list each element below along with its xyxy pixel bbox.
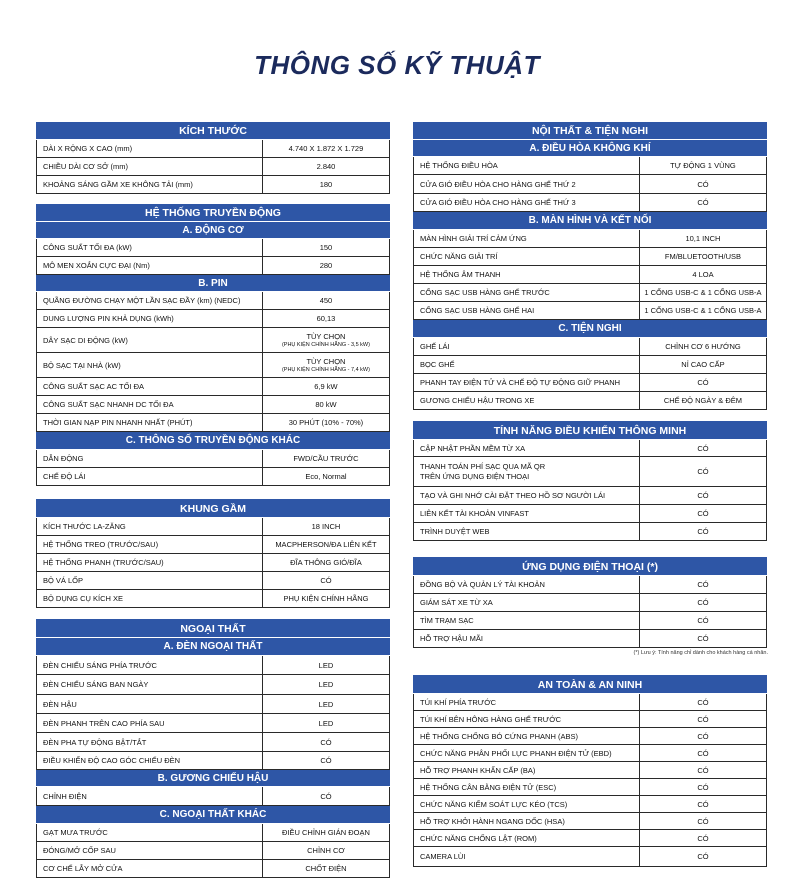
spec-label: DÀI X RỘNG X CAO (mm) bbox=[37, 140, 263, 158]
spec-label: GIÁM SÁT XE TỪ XA bbox=[414, 594, 640, 612]
spec-value: 1 CỔNG USB-C & 1 CỔNG USB-A bbox=[639, 302, 766, 320]
spec-label: CỬA GIÓ ĐIỀU HÒA CHO HÀNG GHẾ THỨ 3 bbox=[414, 194, 640, 212]
spec-row bbox=[37, 714, 390, 733]
spec-row bbox=[37, 824, 390, 842]
spec-label: CÔNG SUẤT SẠC AC TỐI ĐA bbox=[37, 378, 263, 396]
spec-value: PHỤ KIỆN CHÍNH HÃNG bbox=[262, 590, 389, 608]
spec-value: LED bbox=[262, 656, 389, 675]
spec-value: CÓ bbox=[262, 733, 389, 752]
section-title: HỆ THỐNG TRUYỀN ĐỘNG bbox=[37, 205, 390, 222]
spec-label: BỘ DỤNG CỤ KÍCH XE bbox=[37, 590, 263, 608]
spec-value: 18 INCH bbox=[262, 518, 389, 536]
spec-row bbox=[414, 847, 767, 867]
spec-value: CÓ bbox=[639, 830, 766, 847]
spec-label: THỜI GIAN NẠP PIN NHANH NHẤT (PHÚT) bbox=[37, 414, 263, 432]
spec-label: GẠT MƯA TRƯỚC bbox=[37, 824, 263, 842]
spec-value: Eco, Normal bbox=[262, 468, 389, 486]
spec-label-line: TRÊN ỨNG DỤNG ĐIỆN THOẠI bbox=[420, 471, 530, 481]
spec-table-ngoai-that bbox=[36, 619, 390, 878]
spec-row bbox=[414, 745, 767, 762]
page-title: THÔNG SỐ KỸ THUẬT bbox=[254, 50, 540, 80]
spec-label: CHẾ ĐỘ LÁI bbox=[37, 468, 263, 486]
spec-label: GƯƠNG CHIẾU HẬU TRONG XE bbox=[414, 392, 640, 410]
spec-value bbox=[262, 353, 389, 378]
section-title: AN TOÀN & AN NINH bbox=[414, 676, 767, 694]
section-header bbox=[414, 558, 767, 576]
subsection-title: C. THÔNG SỐ TRUYỀN ĐỘNG KHÁC bbox=[37, 432, 390, 450]
spec-row bbox=[414, 594, 767, 612]
spec-row bbox=[37, 695, 390, 714]
spec-label: QUÃNG ĐƯỜNG CHẠY MỘT LẦN SẠC ĐẦY (km) (NEDC) bbox=[37, 292, 263, 310]
spec-value: 1 CỔNG USB-C & 1 CỔNG USB-A bbox=[639, 284, 766, 302]
section-title: KHUNG GẦM bbox=[37, 500, 390, 518]
subsection-title: A. ĐÈN NGOẠI THẤT bbox=[37, 638, 390, 656]
section-header bbox=[37, 123, 390, 140]
subsection-header bbox=[37, 275, 390, 292]
spec-row bbox=[37, 257, 390, 275]
spec-label: CHỨC NĂNG KIỂM SOÁT LỰC KÉO (TCS) bbox=[414, 796, 640, 813]
spec-value: CÓ bbox=[639, 194, 766, 212]
spec-row bbox=[414, 266, 767, 284]
spec-row bbox=[37, 140, 390, 158]
spec-value-note: (PHỤ KIỆN CHÍNH HÃNG - 7,4 kW) bbox=[281, 366, 370, 373]
spec-label: ĐÈN PHANH TRÊN CAO PHÍA SAU bbox=[37, 714, 263, 733]
spec-row bbox=[37, 536, 390, 554]
spec-label: BỘ VÁ LỐP bbox=[37, 572, 263, 590]
spec-row bbox=[37, 239, 390, 257]
spec-value: CÓ bbox=[639, 762, 766, 779]
spec-value: 6,9 kW bbox=[262, 378, 389, 396]
spec-value: CÓ bbox=[262, 787, 389, 806]
subsection-header bbox=[37, 770, 390, 787]
spec-label: BỘ SẠC TẠI NHÀ (kW) bbox=[37, 353, 263, 378]
spec-label: ĐỒNG BỘ VÀ QUẢN LÝ TÀI KHOẢN bbox=[414, 576, 640, 594]
spec-row bbox=[37, 733, 390, 752]
spec-row bbox=[37, 787, 390, 806]
subsection-header bbox=[37, 222, 390, 239]
spec-value: LED bbox=[262, 695, 389, 714]
spec-value: MACPHERSON/ĐA LIÊN KẾT bbox=[262, 536, 389, 554]
spec-value: CÓ bbox=[639, 728, 766, 745]
spec-label: TÚI KHÍ PHÍA TRƯỚC bbox=[414, 694, 640, 711]
spec-label: KÍCH THƯỚC LA-ZĂNG bbox=[37, 518, 263, 536]
section-title: TÍNH NĂNG ĐIỀU KHIỂN THÔNG MINH bbox=[414, 422, 767, 440]
spec-label: HỖ TRỢ KHỞI HÀNH NGANG DỐC (HSA) bbox=[414, 813, 640, 830]
spec-row bbox=[414, 440, 767, 457]
spec-row bbox=[37, 675, 390, 695]
spec-row bbox=[37, 656, 390, 675]
spec-row bbox=[37, 572, 390, 590]
spec-table-ung-dung bbox=[413, 557, 767, 648]
spec-value: CÓ bbox=[639, 711, 766, 728]
spec-label-line: THANH TOÁN PHÍ SẠC QUA MÃ QR bbox=[420, 461, 546, 471]
footnote: (*) Lưu ý: Tính năng chỉ dành cho khách hàng cá nhân. bbox=[633, 650, 768, 656]
section-title: KÍCH THƯỚC bbox=[37, 123, 390, 140]
spec-table-noi-that bbox=[413, 122, 767, 410]
spec-row bbox=[414, 523, 767, 541]
spec-label: HỆ THỐNG TREO (TRƯỚC/SAU) bbox=[37, 536, 263, 554]
spec-value: 450 bbox=[262, 292, 389, 310]
spec-row bbox=[37, 752, 390, 770]
spec-row bbox=[37, 396, 390, 414]
spec-row bbox=[414, 194, 767, 212]
subsection-header bbox=[37, 638, 390, 656]
spec-label: PHANH TAY ĐIỆN TỬ VÀ CHẾ ĐỘ TỰ ĐỘNG GIỮ PHANH bbox=[414, 374, 640, 392]
spec-row bbox=[37, 378, 390, 396]
spec-row bbox=[414, 728, 767, 745]
spec-value: 10,1 INCH bbox=[639, 230, 766, 248]
spec-row bbox=[414, 230, 767, 248]
spec-row bbox=[414, 487, 767, 505]
section-header bbox=[37, 500, 390, 518]
spec-label: CHỨC NĂNG GIẢI TRÍ bbox=[414, 248, 640, 266]
spec-label: GHẾ LÁI bbox=[414, 338, 640, 356]
spec-value: CÓ bbox=[639, 594, 766, 612]
spec-label: ĐÓNG/MỞ CỐP SAU bbox=[37, 842, 263, 860]
spec-value: 2.840 bbox=[262, 158, 389, 176]
spec-row bbox=[414, 374, 767, 392]
spec-row bbox=[37, 353, 390, 378]
spec-row bbox=[414, 338, 767, 356]
spec-value: TỰ ĐỘNG 1 VÙNG bbox=[639, 157, 766, 175]
spec-row bbox=[414, 284, 767, 302]
spec-value: 80 kW bbox=[262, 396, 389, 414]
spec-label: CÔNG SUẤT TỐI ĐA (kW) bbox=[37, 239, 263, 257]
spec-row bbox=[414, 505, 767, 523]
spec-label: CỔNG SẠC USB HÀNG GHẾ TRƯỚC bbox=[414, 284, 640, 302]
spec-row bbox=[414, 779, 767, 796]
spec-label: ĐÈN HẬU bbox=[37, 695, 263, 714]
spec-value: CÓ bbox=[639, 487, 766, 505]
spec-row bbox=[37, 518, 390, 536]
spec-row bbox=[414, 796, 767, 813]
spec-table-thong-minh bbox=[413, 421, 767, 541]
spec-label: TÚI KHÍ BÊN HÔNG HÀNG GHẾ TRƯỚC bbox=[414, 711, 640, 728]
spec-label: CỬA GIÓ ĐIỀU HÒA CHO HÀNG GHẾ THỨ 2 bbox=[414, 175, 640, 194]
spec-label: TRÌNH DUYỆT WEB bbox=[414, 523, 640, 541]
spec-label: HỆ THỐNG CHỐNG BÓ CỨNG PHANH (ABS) bbox=[414, 728, 640, 745]
spec-value: LED bbox=[262, 714, 389, 733]
spec-label: ĐÈN PHA TỰ ĐỘNG BẬT/TẮT bbox=[37, 733, 263, 752]
spec-row bbox=[37, 414, 390, 432]
spec-value: 30 PHÚT (10% - 70%) bbox=[262, 414, 389, 432]
spec-value: CÓ bbox=[262, 752, 389, 770]
spec-label: CHỨC NĂNG CHỐNG LẬT (ROM) bbox=[414, 830, 640, 847]
spec-label: CHIỀU DÀI CƠ SỞ (mm) bbox=[37, 158, 263, 176]
spec-value: ĐIỀU CHỈNH GIÁN ĐOẠN bbox=[262, 824, 389, 842]
spec-row bbox=[37, 842, 390, 860]
spec-value: CÓ bbox=[639, 745, 766, 762]
spec-value-note: (PHỤ KIỆN CHÍNH HÃNG - 3,5 kW) bbox=[281, 341, 370, 348]
spec-row bbox=[414, 711, 767, 728]
spec-value: 280 bbox=[262, 257, 389, 275]
spec-value: CÓ bbox=[639, 694, 766, 711]
spec-label: HỆ THỐNG ĐIỀU HÒA bbox=[414, 157, 640, 175]
spec-value: CÓ bbox=[639, 630, 766, 648]
spec-row bbox=[414, 457, 767, 487]
spec-table-an-toan bbox=[413, 675, 767, 867]
spec-row bbox=[414, 694, 767, 711]
spec-label: BỌC GHẾ bbox=[414, 356, 640, 374]
spec-row bbox=[37, 158, 390, 176]
spec-value: CÓ bbox=[639, 612, 766, 630]
spec-label bbox=[414, 457, 640, 487]
spec-value: LED bbox=[262, 675, 389, 695]
spec-label: ĐÈN CHIẾU SÁNG PHÍA TRƯỚC bbox=[37, 656, 263, 675]
spec-value: FM/BLUETOOTH/USB bbox=[639, 248, 766, 266]
spec-value bbox=[262, 328, 389, 353]
spec-label: CÔNG SUẤT SẠC NHANH DC TỐI ĐA bbox=[37, 396, 263, 414]
spec-value: CÓ bbox=[262, 572, 389, 590]
spec-value: 180 bbox=[262, 176, 389, 194]
section-header bbox=[37, 205, 390, 222]
spec-value: CÓ bbox=[639, 796, 766, 813]
spec-row bbox=[414, 248, 767, 266]
spec-value: CÓ bbox=[639, 457, 766, 487]
spec-value: CHỐT ĐIỆN bbox=[262, 860, 389, 878]
spec-value: CÓ bbox=[639, 779, 766, 796]
spec-row bbox=[37, 328, 390, 353]
spec-value: 60,13 bbox=[262, 310, 389, 328]
spec-table-kich-thuoc bbox=[36, 122, 390, 194]
subsection-header bbox=[37, 806, 390, 824]
subsection-header bbox=[414, 140, 767, 157]
spec-label: HỖ TRỢ HẬU MÃI bbox=[414, 630, 640, 648]
spec-label: ĐIỀU KHIỂN ĐỘ CAO GÓC CHIẾU ĐÈN bbox=[37, 752, 263, 770]
spec-label: MÔ MEN XOẮN CỰC ĐẠI (Nm) bbox=[37, 257, 263, 275]
section-title: ỨNG DỤNG ĐIỆN THOẠI (*) bbox=[414, 558, 767, 576]
spec-value: CÓ bbox=[639, 374, 766, 392]
spec-label: DÂY SẠC DI ĐỘNG (kW) bbox=[37, 328, 263, 353]
spec-label: CHỨC NĂNG PHÂN PHỐI LỰC PHANH ĐIỆN TỬ (EBD) bbox=[414, 745, 640, 762]
spec-label: MÀN HÌNH GIẢI TRÍ CẢM ỨNG bbox=[414, 230, 640, 248]
spec-value: CHẾ ĐỘ NGÀY & ĐÊM bbox=[639, 392, 766, 410]
spec-value: CÓ bbox=[639, 523, 766, 541]
spec-row bbox=[414, 612, 767, 630]
spec-value: CÓ bbox=[639, 175, 766, 194]
spec-row bbox=[414, 157, 767, 175]
spec-value: ĐĨA THÔNG GIÓ/ĐĨA bbox=[262, 554, 389, 572]
subsection-title: A. ĐIỀU HÒA KHÔNG KHÍ bbox=[414, 140, 767, 157]
spec-row bbox=[37, 860, 390, 878]
spec-row bbox=[37, 310, 390, 328]
subsection-header bbox=[414, 212, 767, 230]
spec-value-main: TÙY CHỌN bbox=[306, 356, 346, 366]
spec-row bbox=[414, 392, 767, 410]
subsection-title: C. TIỆN NGHI bbox=[414, 320, 767, 338]
spec-label: CAMERA LÙI bbox=[414, 847, 640, 867]
spec-value: NỈ CAO CẤP bbox=[639, 356, 766, 374]
spec-label: DUNG LƯỢNG PIN KHẢ DỤNG (kWh) bbox=[37, 310, 263, 328]
spec-row bbox=[414, 175, 767, 194]
spec-row bbox=[37, 590, 390, 608]
spec-value-main: TÙY CHỌN bbox=[306, 331, 346, 341]
spec-label: KHOẢNG SÁNG GẦM XE KHÔNG TẢI (mm) bbox=[37, 176, 263, 194]
spec-row bbox=[414, 576, 767, 594]
spec-value: CHỈNH CƠ 6 HƯỚNG bbox=[639, 338, 766, 356]
spec-value: 4.740 X 1.872 X 1.729 bbox=[262, 140, 389, 158]
spec-value: CÓ bbox=[639, 505, 766, 523]
spec-label: LIÊN KẾT TÀI KHOẢN VINFAST bbox=[414, 505, 640, 523]
spec-value: CÓ bbox=[639, 440, 766, 457]
section-header bbox=[414, 422, 767, 440]
spec-value: CÓ bbox=[639, 847, 766, 867]
subsection-title: A. ĐỘNG CƠ bbox=[37, 222, 390, 239]
spec-value: FWD/CẦU TRƯỚC bbox=[262, 450, 389, 468]
subsection-title: B. GƯƠNG CHIẾU HẬU bbox=[37, 770, 390, 787]
subsection-title: C. NGOẠI THẤT KHÁC bbox=[37, 806, 390, 824]
spec-label: HỆ THỐNG ÂM THANH bbox=[414, 266, 640, 284]
spec-label: TẠO VÀ GHI NHỚ CÀI ĐẶT THEO HỒ SƠ NGƯỜI LÁI bbox=[414, 487, 640, 505]
spec-value: CÓ bbox=[639, 576, 766, 594]
spec-value: 150 bbox=[262, 239, 389, 257]
spec-label: TÌM TRẠM SẠC bbox=[414, 612, 640, 630]
section-header bbox=[37, 620, 390, 638]
subsection-header bbox=[414, 320, 767, 338]
spec-row bbox=[414, 302, 767, 320]
spec-row bbox=[37, 292, 390, 310]
spec-row bbox=[414, 830, 767, 847]
section-header bbox=[414, 676, 767, 694]
spec-label: CƠ CHẾ LẪY MỞ CỬA bbox=[37, 860, 263, 878]
spec-value: CHỈNH CƠ bbox=[262, 842, 389, 860]
spec-row bbox=[414, 630, 767, 648]
spec-row bbox=[414, 813, 767, 830]
spec-table-truyen-dong bbox=[36, 204, 390, 486]
spec-label: CHỈNH ĐIỆN bbox=[37, 787, 263, 806]
spec-value: CÓ bbox=[639, 813, 766, 830]
section-header bbox=[414, 123, 767, 140]
section-title: NGOẠI THẤT bbox=[37, 620, 390, 638]
subsection-title: B. MÀN HÌNH VÀ KẾT NỐI bbox=[414, 212, 767, 230]
spec-row bbox=[37, 176, 390, 194]
spec-row bbox=[414, 356, 767, 374]
spec-row bbox=[37, 450, 390, 468]
spec-label: HỆ THỐNG PHANH (TRƯỚC/SAU) bbox=[37, 554, 263, 572]
spec-label: HỆ THỐNG CÂN BẰNG ĐIỆN TỬ (ESC) bbox=[414, 779, 640, 796]
spec-label: DẪN ĐỘNG bbox=[37, 450, 263, 468]
spec-label: ĐÈN CHIẾU SÁNG BAN NGÀY bbox=[37, 675, 263, 695]
spec-row bbox=[37, 554, 390, 572]
spec-label: HỖ TRỢ PHANH KHẨN CẤP (BA) bbox=[414, 762, 640, 779]
spec-label: CỔNG SẠC USB HÀNG GHẾ HAI bbox=[414, 302, 640, 320]
spec-row bbox=[414, 762, 767, 779]
subsection-header bbox=[37, 432, 390, 450]
section-title: NỘI THẤT & TIỆN NGHI bbox=[414, 123, 767, 140]
spec-table-khung-gam bbox=[36, 499, 390, 608]
subsection-title: B. PIN bbox=[37, 275, 390, 292]
spec-row bbox=[37, 468, 390, 486]
spec-label: CẬP NHẬT PHẦN MỀM TỪ XA bbox=[414, 440, 640, 457]
spec-value: 4 LOA bbox=[639, 266, 766, 284]
